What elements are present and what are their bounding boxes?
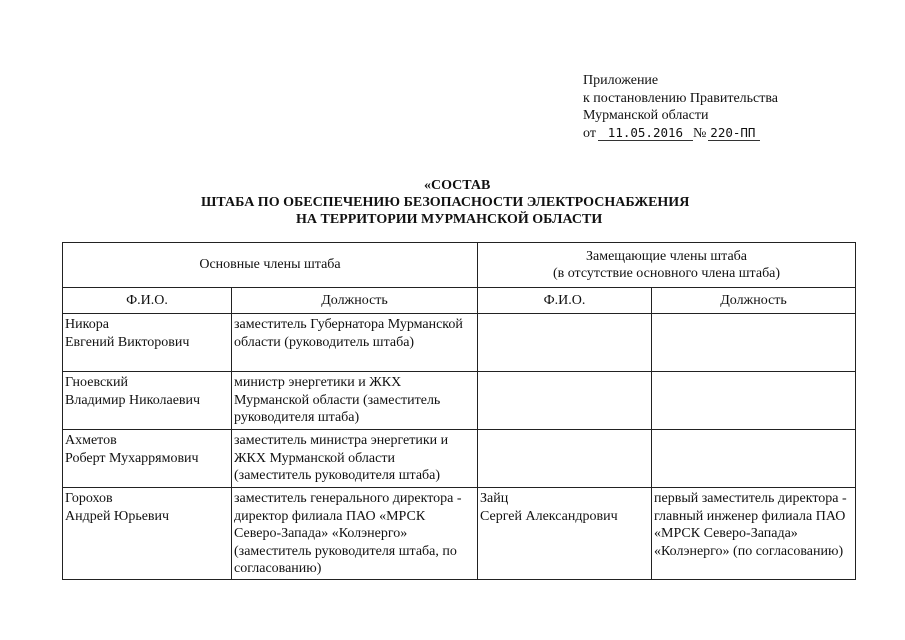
appendix-region: Мурманской области xyxy=(583,108,709,123)
deputy-position xyxy=(652,314,856,372)
deputy-name xyxy=(478,488,652,580)
member-name xyxy=(63,372,232,430)
member-given-names: Роберт Мухаррямович xyxy=(65,450,199,466)
column-header-fio-deputy: Ф.И.О. xyxy=(478,288,652,314)
appendix-date-line xyxy=(583,125,778,143)
resolution-date: 11.05.2016 xyxy=(598,125,693,141)
member-given-names: Андрей Юрьевич xyxy=(65,508,170,524)
number-prefix: № xyxy=(692,125,707,141)
appendix-label: Приложение xyxy=(583,73,659,88)
deputy-position: первый заместитель директора - главный инженер филиала ПАО «МРСК Северо-Запада» «Колэнерго» (по согласованию) xyxy=(652,488,856,580)
deputy-surname: Зайц xyxy=(480,491,509,506)
appendix-block xyxy=(583,72,778,142)
group-header-deputy-note: (в отсутствие основного члена штаба) xyxy=(552,266,781,281)
group-header-main: Основные члены штаба xyxy=(63,243,478,288)
deputy-position xyxy=(652,372,856,430)
member-surname: Горохов xyxy=(65,491,113,506)
title-line-3: НА ТЕРРИТОРИИ МУРМАНСКОЙ ОБЛАСТИ xyxy=(296,212,603,227)
staff-table xyxy=(62,242,856,580)
deputy-position xyxy=(652,430,856,488)
table-column-header xyxy=(63,288,856,314)
table-row xyxy=(63,488,856,580)
member-position: заместитель Губернатора Мурманской области (руководитель штаба) xyxy=(232,314,478,372)
member-name xyxy=(63,430,232,488)
member-name xyxy=(63,488,232,580)
member-position: заместитель министра энергетики и ЖКХ Мурманской области (заместитель руководителя штаба) xyxy=(232,430,478,488)
table-row xyxy=(63,430,856,488)
deputy-name xyxy=(478,430,652,488)
date-prefix: от xyxy=(583,125,596,141)
group-header-deputy xyxy=(478,243,856,288)
group-header-deputy-title: Замещающие члены штаба xyxy=(586,248,747,264)
column-header-fio: Ф.И.О. xyxy=(63,288,232,314)
title-line-2: ШТАБА ПО ОБЕСПЕЧЕНИЮ БЕЗОПАСНОСТИ ЭЛЕКТРОСНАБЖЕНИЯ xyxy=(201,195,690,210)
deputy-name xyxy=(478,372,652,430)
member-given-names: Евгений Викторович xyxy=(65,334,190,350)
deputy-name xyxy=(478,314,652,372)
table-row xyxy=(63,314,856,372)
appendix-resolution-ref: к постановлению Правительства xyxy=(583,90,779,106)
column-header-position-deputy: Должность xyxy=(652,288,856,314)
resolution-number: 220-ПП xyxy=(708,125,760,141)
deputy-given-names: Сергей Александрович xyxy=(480,508,618,524)
member-surname: Гноевский xyxy=(65,375,128,390)
member-position: заместитель генерального директора - директор филиала ПАО «МРСК Северо-Запада» «Колэнерго» (заместитель руководителя штаба, по согласованию) xyxy=(232,488,478,580)
member-surname: Никора xyxy=(65,317,109,332)
table-group-header xyxy=(63,243,856,288)
member-surname: Ахметов xyxy=(65,433,117,448)
table-row xyxy=(63,372,856,430)
column-header-position: Должность xyxy=(232,288,478,314)
member-given-names: Владимир Николаевич xyxy=(65,392,201,408)
title-line-1: «СОСТАВ xyxy=(424,178,491,193)
member-position: министр энергетики и ЖКХ Мурманской области (заместитель руководителя штаба) xyxy=(232,372,478,430)
member-name xyxy=(63,314,232,372)
